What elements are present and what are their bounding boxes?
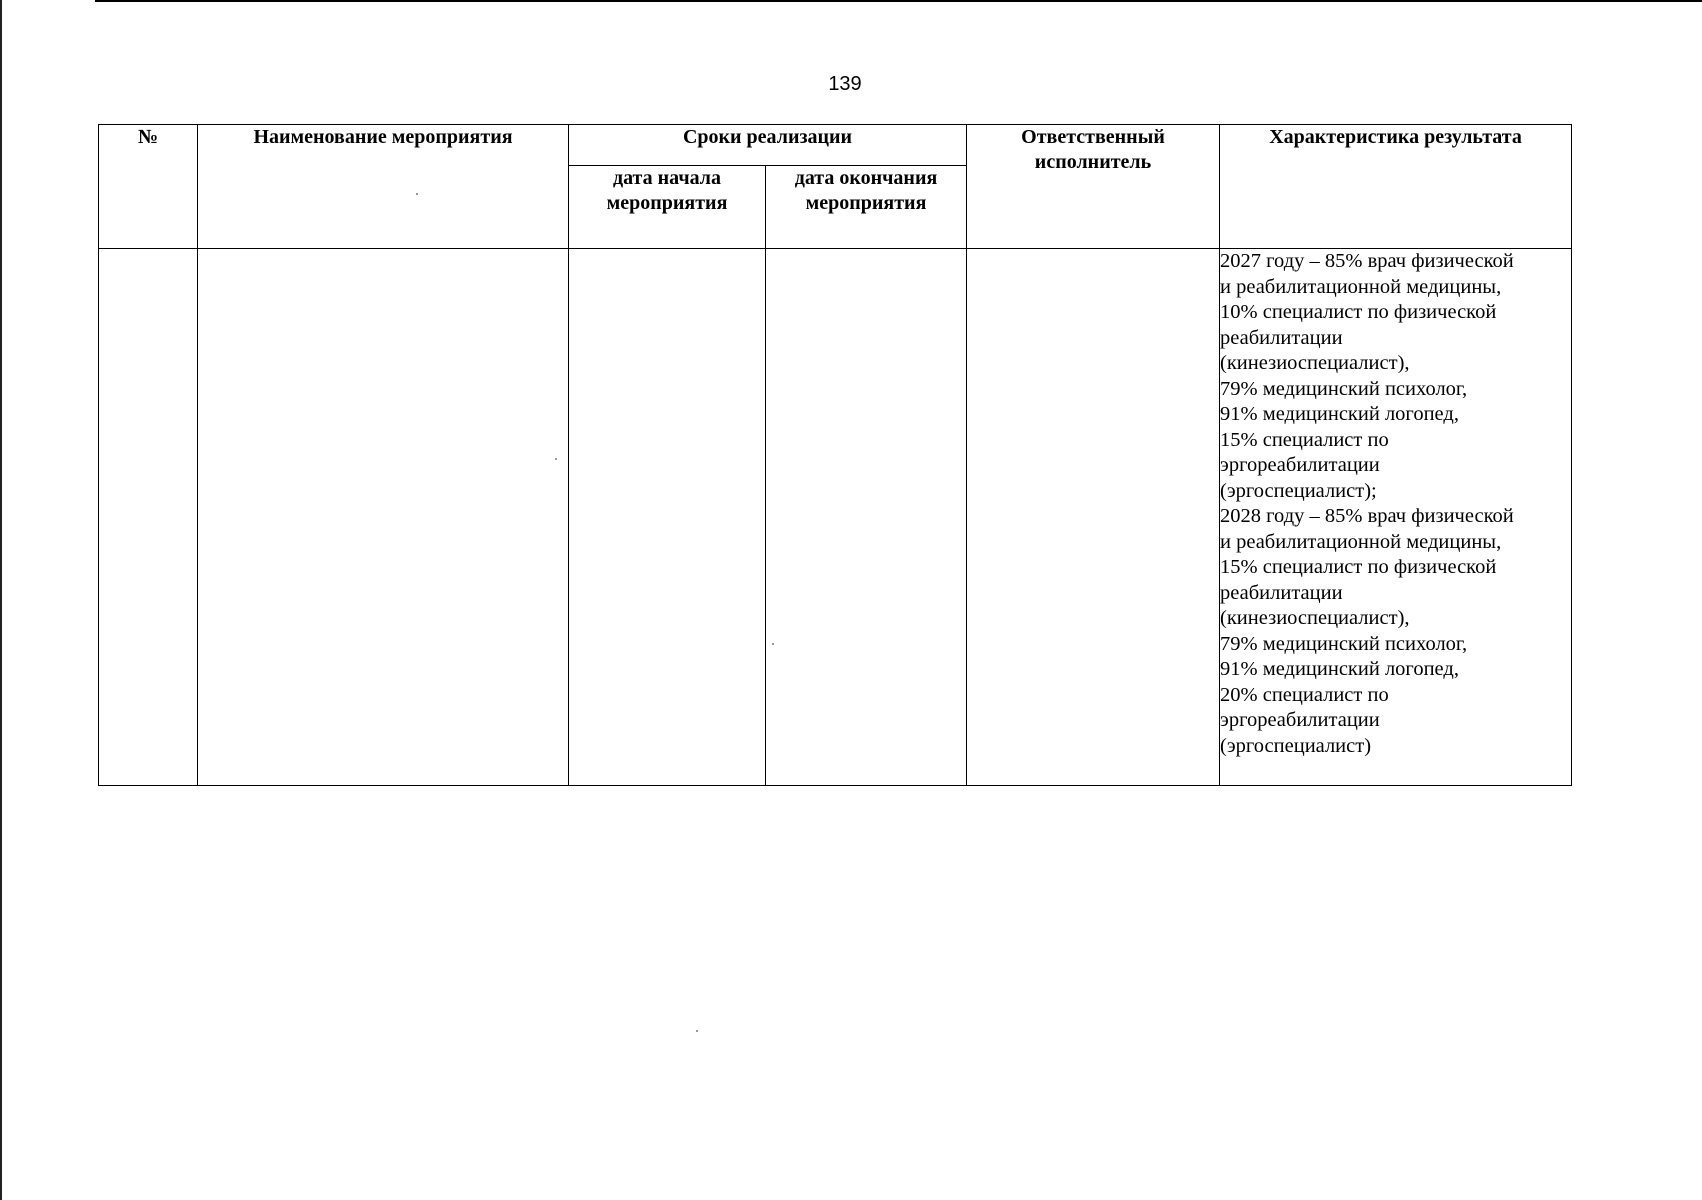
header-number: № — [99, 125, 198, 249]
result-line: (эргоспециалист) — [1220, 734, 1372, 757]
result-line: 20% специалист по — [1220, 683, 1389, 706]
cell-end-date — [766, 249, 967, 786]
result-line: реабилитации — [1220, 326, 1343, 349]
result-line: реабилитации — [1220, 581, 1343, 604]
scan-speck — [696, 1030, 698, 1032]
scan-speck — [416, 193, 418, 195]
result-line: 10% специалист по физической — [1220, 301, 1497, 323]
result-line: 79% медицинский психолог, — [1220, 632, 1468, 655]
result-line: 91% медицинский логопед, — [1220, 658, 1459, 680]
result-line: и реабилитационной медицины, — [1220, 275, 1502, 298]
table-row — [99, 249, 1572, 786]
scan-speck — [772, 643, 774, 645]
activity-plan-table — [98, 124, 1572, 786]
header-result-characteristic: Характеристика результата — [1220, 125, 1572, 249]
page-number: 139 — [828, 73, 862, 95]
header-implementation-period: Сроки реализации — [569, 125, 967, 166]
result-line: 79% медицинский психолог, — [1220, 377, 1468, 400]
result-line: и реабилитационной медицины, — [1220, 530, 1502, 553]
scan-top-border — [95, 0, 1702, 2]
cell-start-date — [569, 249, 766, 786]
cell-result-characteristic — [1220, 249, 1572, 786]
result-line: 91% медицинский логопед, — [1220, 403, 1459, 425]
result-line: (кинезиоспециалист), — [1220, 607, 1410, 629]
result-line: 2027 году – 85% врач физической — [1220, 250, 1514, 272]
cell-event-name — [198, 249, 569, 786]
cell-responsible — [967, 249, 1220, 786]
result-line: 2028 году – 85% врач физической — [1220, 505, 1514, 527]
cell-number — [99, 249, 198, 786]
header-event-name: Наименование мероприятия — [198, 125, 569, 249]
scan-left-border — [0, 0, 2, 1200]
result-line: (кинезиоспециалист), — [1220, 352, 1410, 374]
header-responsible: Ответственный исполнитель — [967, 125, 1220, 249]
header-start-date: дата начала мероприятия — [569, 166, 766, 249]
result-line: 15% специалист по физической — [1220, 556, 1497, 578]
result-line: (эргоспециалист); — [1220, 479, 1377, 502]
result-line: эргореабилитации — [1220, 454, 1380, 476]
header-end-date: дата окончания мероприятия — [766, 166, 967, 249]
result-line: 15% специалист по — [1220, 428, 1389, 451]
result-line: эргореабилитации — [1220, 709, 1380, 731]
scan-speck — [555, 458, 557, 460]
